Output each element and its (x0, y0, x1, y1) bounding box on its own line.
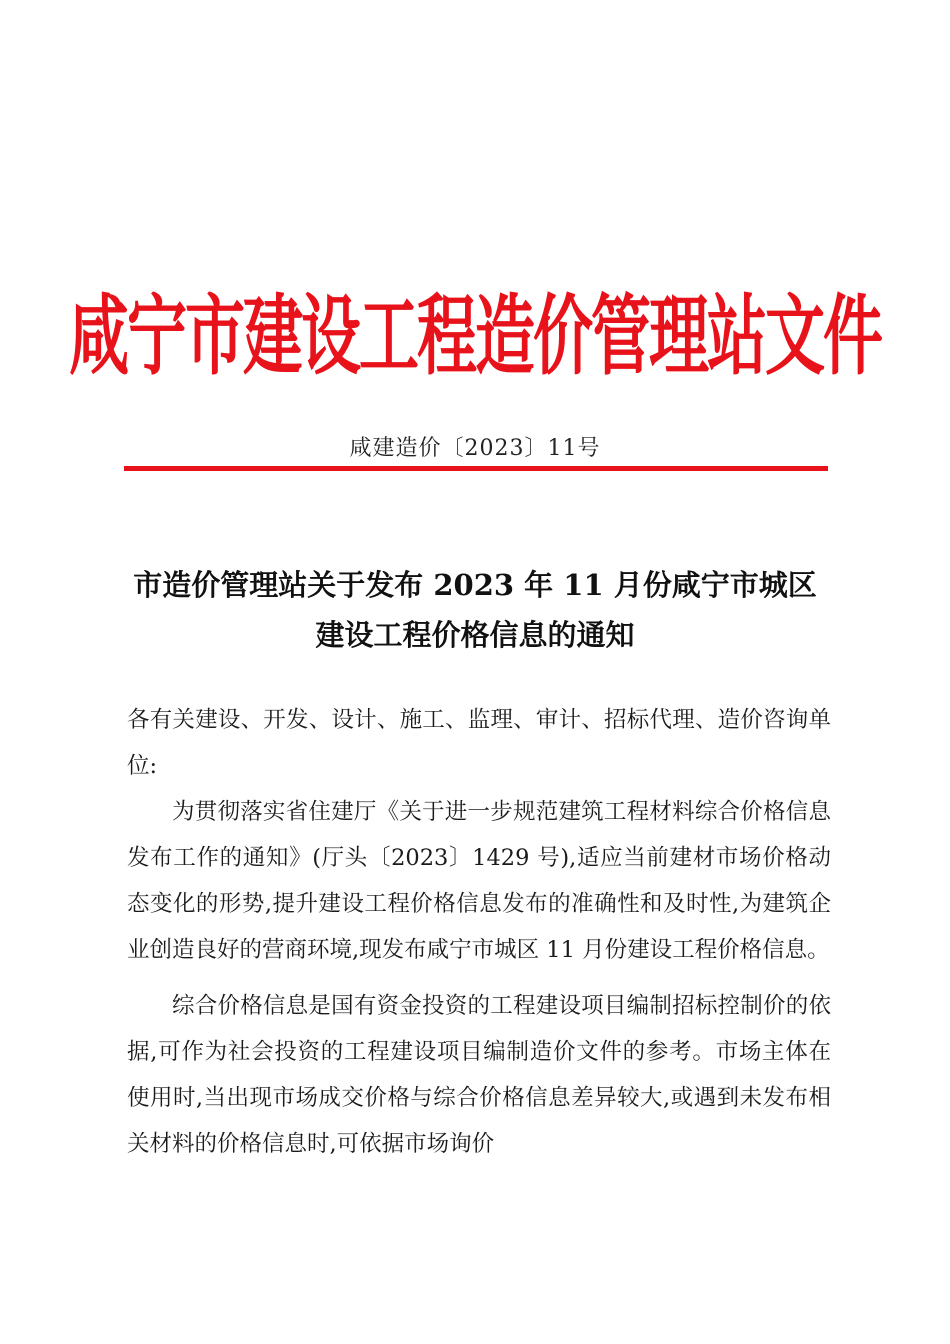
document-number: 咸建造价〔2023〕11号 (349, 436, 601, 461)
notice-title-line-1: 市造价管理站关于发布 2023 年 11 月份咸宁市城区 (133, 568, 817, 602)
masthead-title: 咸宁市建设工程造价管理站文件 (69, 286, 881, 388)
body-paragraph-2: 综合价格信息是国有资金投资的工程建设项目编制招标控制价的依据,可作为社会投资的工程建设项目编制造价文件的参考。市场主体在使用时,当出现市场成交价格与综合价格信息差异较大,或遇到未发布相关材料的价格信息时,可依据市场询价 (127, 993, 831, 1157)
notice-title-line-2: 建设工程价格信息的通知 (315, 618, 635, 652)
notice-body (127, 697, 831, 1167)
salutation: 各有关建设、开发、设计、施工、监理、审计、招标代理、造价咨询单位: (127, 707, 831, 779)
document-masthead (0, 272, 950, 402)
red-divider-line (124, 466, 828, 471)
body-paragraph-1: 为贯彻落实省住建厅《关于进一步规范建筑工程材料综合价格信息发布工作的通知》(厅头〔2023〕1429 号),适应当前建材市场价格动态变化的形势,提升建设工程价格信息发布的准确性和及时性,为建筑企业创造良好的营商环境,现发布咸宁市城区 11 月份建设工程价格信息。 (127, 799, 831, 963)
notice-title (110, 560, 840, 660)
